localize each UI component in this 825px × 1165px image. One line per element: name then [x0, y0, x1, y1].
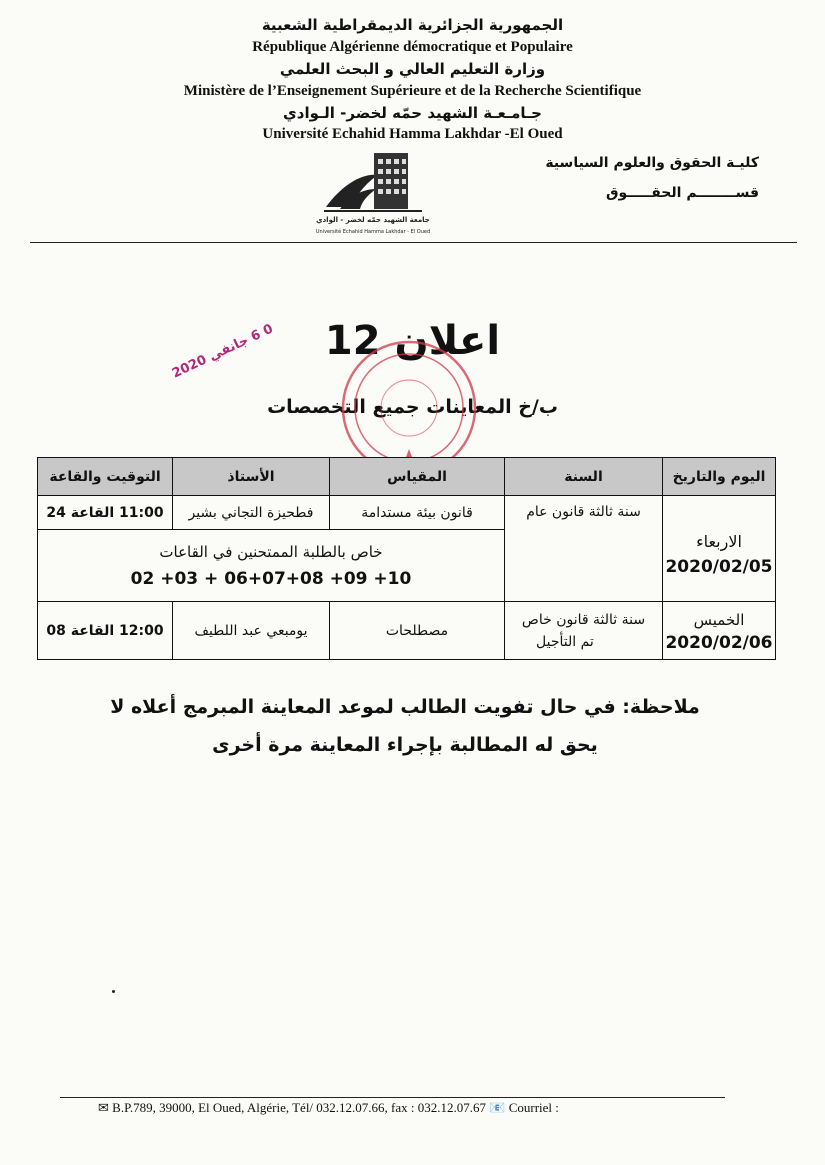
header-subject: المقياس	[330, 458, 505, 496]
announcement-title: اعلان 12	[324, 318, 501, 364]
row1-date: 2020/02/05	[665, 557, 773, 577]
row1-year: سنة ثالثة قانون عام	[505, 496, 663, 602]
footer-contact	[98, 1100, 559, 1116]
republic-fr: République Algérienne démocratique et Populaire	[252, 39, 573, 55]
footer-address: B.P.789, 39000, El Oued, Algérie, Tél/ 032.12.07.66, fax : 032.12.07.67	[112, 1100, 487, 1115]
row2-time-room: 12:00 القاعة 08	[38, 602, 173, 660]
footer-email-label: Courriel :	[508, 1100, 559, 1115]
republic-ar: الجمهورية الجزائرية الديمقراطية الشعبية	[261, 16, 564, 34]
row2-day-cell	[663, 602, 776, 660]
header-divider	[30, 242, 797, 243]
row1-day-cell	[663, 496, 776, 602]
schedule-table	[37, 457, 776, 660]
row1-exam-rooms-cell	[38, 530, 505, 602]
row2-date: 2020/02/06	[665, 632, 773, 653]
row2-day: الخميس	[693, 610, 745, 629]
row1-day: الاربعاء	[696, 532, 742, 551]
header-year: السنة	[505, 458, 663, 496]
row1-subject: قانون بيئة مستدامة	[330, 496, 505, 530]
table-row	[38, 602, 776, 660]
note-line-1: ملاحظة: في حال تفويت الطالب لموعد المعاينة المبرمج أعلاه لا	[110, 696, 700, 718]
university-logo	[315, 145, 431, 237]
svg-text:جامعة الشهيد حمّه لخضر - الواد: جامعة الشهيد حمّه لخضر - الوادي	[316, 216, 430, 224]
footer-divider	[60, 1097, 725, 1098]
date-stamp: 0 6 جانفي 2020	[169, 321, 276, 382]
header-time-room: التوقيت والقاعة	[38, 458, 173, 496]
row2-year: سنة ثالثة قانون خاص	[521, 611, 646, 628]
row2-year-cell	[505, 602, 663, 660]
header-professor: الأستاذ	[173, 458, 330, 496]
row2-professor: يومبعي عبد اللطيف	[173, 602, 330, 660]
note-block	[60, 688, 750, 764]
ministry-ar: وزارة التعليم العالي و البحث العلمي	[279, 60, 546, 78]
row2-subject: مصطلحات	[330, 602, 505, 660]
note-line-2: يحق له المطالبة بإجراء المعاينة مرة أخرى	[212, 734, 598, 756]
faculty-name: كليـة الحقوق والعلوم السياسية	[545, 155, 759, 171]
announcement-subtitle: ب/خ المعاينات جميع التخصصات	[267, 396, 558, 418]
row1-exam-rooms-list: 02 +03 + 06+07+08 +09 +10	[130, 568, 412, 589]
department-name: قســــــــم الحقـــــوق	[606, 185, 759, 201]
stray-dot	[112, 990, 115, 993]
mail-icon: ✉	[98, 1100, 109, 1115]
row2-postponed: تم التأجيل	[536, 633, 594, 650]
svg-text:Université Echahid Hamma Lakhd: Université Echahid Hamma Lakhdar - El Oued	[315, 229, 431, 235]
header-day: اليوم والتاريخ	[663, 458, 776, 496]
row1-professor: فطحيزة التجاني بشير	[173, 496, 330, 530]
table-row	[38, 496, 776, 530]
table-header-row	[38, 458, 776, 496]
row1-time-room: 11:00 القاعة 24	[38, 496, 173, 530]
row1-exam-rooms-note: خاص بالطلبة الممتحنين في القاعات	[159, 542, 383, 561]
university-fr: Université Echahid Hamma Lakhdar -El Oued	[262, 126, 563, 142]
email-icon: 📧	[489, 1100, 506, 1115]
university-ar: جـامـعـة الشهيد حمّه لخضر- الـوادي	[283, 104, 542, 122]
ministry-fr: Ministère de l’Enseignement Supérieure et de la Recherche Scientifique	[183, 83, 642, 99]
